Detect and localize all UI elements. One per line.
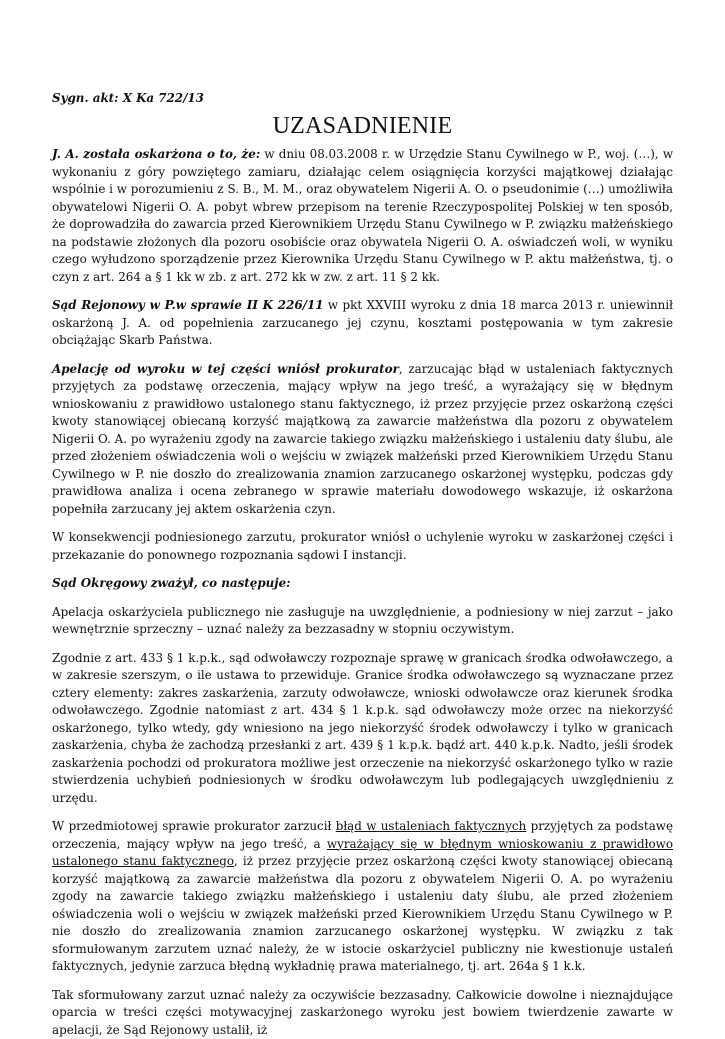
paragraph-appeal [52, 361, 673, 519]
paragraph-lead: Sąd Rejonowy w P.w sprawie II K 226/11 [52, 298, 324, 312]
paragraph-text: w pkt XXVIII wyroku z dnia 18 marca 2013 r. uniewinnił oskarżoną J. A. od popełnienia zarzucanego jej czynu, kosztami postępowania w tym zakresie obciążając Skarb Państwa. [52, 298, 673, 347]
paragraph-legal-basis: Zgodnie z art. 433 § 1 k.p.k., sąd odwoławczy rozpoznaje sprawę w granicach środka odwoławczego, a w zakresie szerszym, o ile ustawa to przewiduje. Granice środka odwoławczego są wyznaczane przez cztery elementy: zakres zaskarżenia, zarzuty odwoławcze, wnioski odwoławcze oraz kierunek środka odwoławczego. Zgodnie natomiast z art. 434 § 1 k.p.k. sąd odwoławczy może orzec na niekorzyść oskarżonego, tylko wtedy, gdy wniesiono na jego niekorzyść środek odwoławczy i tylko w granicach zaskarżenia, chyba że zachodzą przesłanki z art. 439 § 1 k.p.k. bądź art. 440 k.p.k. Nadto, jeśli środek zaskarżenia pochodzi od prokuratora możliwe jest orzeczenie na niekorzyść oskarżonego tylko w razie stwierdzenia uchybień podniesionych w środku odwoławczym lub podlegających uwzględnieniu z urzędu. [52, 650, 673, 808]
paragraph-verdict [52, 297, 673, 350]
underlined-phrase: błąd w ustaleniach faktycznych [336, 819, 527, 833]
paragraph-text: w dniu 08.03.2008 r. w Urzędzie Stanu Cywilnego w P., woj. (…), w wykonaniu z góry powziętego zamiaru, działając celem osiągnięcia korzyści majątkowej działając wspólnie i w porozumieniu z S. B., M. M., oraz obywatelem Nigerii A. O. o pseudonimie (…) umożliwiła obywatelowi Nigerii O. A. pobyt wbrew przepisom na terenie Rzeczypospolitej Polskiej w ten sposób, że doprowadziła do zawarcia przed Kierownikiem Urzędu Stanu Cywilnego w P. związku małżeńskiego na podstawie złożonych dla pozoru osobiście oraz obywatela Nigerii O. A. oświadczeń woli, w wyniku czego wyłudzono sporządzenie przez Kierownika Urzędu Stanu Cywilnego w P. aktu małżeństwa, tj. o czyn z art. 264 a § 1 kk w zb. z art. 272 kk w zw. z art. 11 § 2 kk. [52, 147, 673, 284]
paragraph-lead: Apelację od wyroku w tej części wniósł prokurator [52, 362, 399, 376]
paragraph-text: przyjętych za podstawę orzeczenia, mający wpływ na jego treść, a [52, 819, 673, 851]
case-reference: Sygn. akt: X Ka 722/13 [52, 90, 673, 108]
paragraph-text: W przedmiotowej sprawie prokurator zarzucił [52, 819, 336, 833]
paragraph-charge-analysis [52, 818, 673, 976]
paragraph-conclusion: Tak sformułowany zarzut uznać należy za oczywiście bezzasadny. Całkowicie dowolne i nieznajdujące oparcia w treści części motywacyjnej zaskarżonego wyroku jest bowiem twierdzenie zawarte w apelacji, że Sąd Rejonowy ustalił, iż [52, 987, 673, 1039]
paragraph-appeal-request: W konsekwencji podniesionego zarzutu, prokurator wniósł o uchylenie wyroku w zaskarżonej części i przekazanie do ponownego rozpoznania sądowi I instancji. [52, 529, 673, 564]
underlined-phrase: wyrażający się w błędnym wnioskowaniu z prawidłowo ustalonego stanu faktycznego [52, 837, 673, 869]
paragraph-charge [52, 146, 673, 286]
section-heading: Sąd Okręgowy zważył, co następuje: [52, 575, 673, 593]
document-title: UZASADNIENIE [52, 118, 673, 136]
paragraph-text: , zarzucając błąd w ustaleniach faktycznych przyjętych za podstawę orzeczenia, mający wpływ na jego treść, a wyrażający się w błędnym wnioskowaniu z prawidłowo ustalonego stanu faktycznego, iż przez przyjęcie przez oskarżoną części kwoty stanowiącej obiecaną korzyść majątkową za zawarcie małżeństwa dla pozoru z obywatelem Nigerii O. A. po wyrażeniu zgody na zawarcie takiego związku małżeńskiego i ustaleniu daty ślubu, ale przed złożeniem oświadczenia woli o wejściu w związek małżeński przed Kierownikiem Urzędu Stanu Cywilnego w P. nie doszło do zrealizowania znamion zarzucanego oskarżonej występku, podczas gdy prawidłowa analiza i ocena zebranego w sprawie materiału dowodowego wskazuje, iż oskarżona popełniła zarzucany jej aktem oskarżenia czyn. [52, 362, 673, 516]
paragraph-lead: J. A. została oskarżona o to, że: [52, 147, 260, 161]
paragraph-text: , iż przez przyjęcie przez oskarżoną części kwoty stanowiącej obiecaną korzyść majątkową za zawarcie małżeństwa dla pozoru z obywatelem Nigerii O. A. po wyrażeniu zgody na zawarcie takiego związku małżeńskiego i ustaleniu daty ślubu, ale przed złożeniem oświadczenia woli o wejściu w związek małżeński przed Kierownikiem Urzędu Stanu Cywilnego w P. nie doszło do zrealizowania znamion zarzucanego oskarżonej występku. W związku z tak sformułowanym zarzutem uznać należy, że w istocie oskarżyciel publiczny nie kwestionuje ustaleń faktycznych, jedynie zarzuca błędną wykładnię prawa materialnego, tj. art. 264a § 1 k.k. [52, 854, 673, 973]
paragraph-appeal-assessment: Apelacja oskarżyciela publicznego nie zasługuje na uwzględnienie, a podniesiony w niej zarzut – jako wewnętrznie sprzeczny – uznać należy za bezzasadny w stopniu oczywistym. [52, 604, 673, 639]
